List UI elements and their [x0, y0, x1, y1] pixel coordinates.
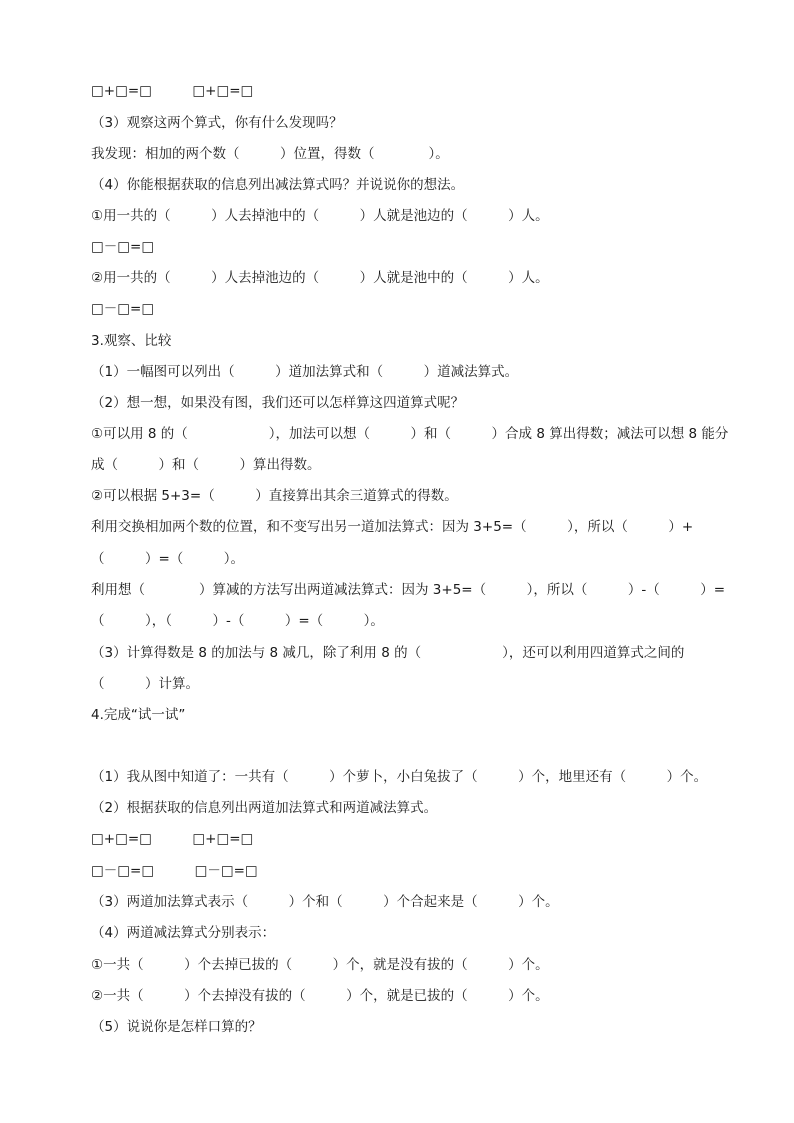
text-line: □－□=□: [91, 239, 155, 255]
text-line: ①用一共的（ ）人去掉池中的（ ）人就是池边的（ ）人。: [91, 208, 549, 224]
text-line: ②可以根据 5+3=（ ）直接算出其余三道算式的得数。: [91, 488, 458, 504]
text-line: （4）你能根据获取的信息列出减法算式吗？并说说你的想法。: [91, 177, 465, 193]
text-line: （3）计算得数是 8 的加法与 8 减几，除了利用 8 的（ ），还可以利用四道算式之间的: [91, 645, 685, 661]
text-line: ①可以用 8 的（ ），加法可以想（ ）和（ ）合成 8 算出得数；减法可以想 8 能分: [91, 426, 729, 442]
text-line: （2）根据获取的信息列出两道加法算式和两道减法算式。: [91, 800, 438, 816]
text-line: □－□=□ □－□=□: [91, 863, 258, 879]
text-line: （3）两道加法算式表示（ ）个和（ ）个合起来是（ ）个。: [91, 894, 559, 910]
text-line: （ ）计算。: [91, 676, 199, 692]
text-line: □+□=□ □+□=□: [91, 831, 254, 847]
text-line: （2）想一想，如果没有图，我们还可以怎样算这四道算式呢？: [91, 395, 465, 411]
text-line: ②用一共的（ ）人去掉池边的（ ）人就是池中的（ ）人。: [91, 270, 549, 286]
text-line: （3）观察这两个算式，你有什么发现吗？: [91, 115, 343, 131]
text-line: 利用交换相加两个数的位置，和不变写出另一道加法算式：因为 3+5=（ ），所以（ ）+: [91, 519, 694, 535]
text-line: （5）说说你是怎样口算的？: [91, 1019, 262, 1035]
text-line: □－□=□: [91, 301, 155, 317]
text-line: □+□=□ □+□=□: [91, 83, 254, 99]
text-line: （ ）=（ ）。: [91, 551, 245, 567]
text-line: （1）我从图中知道了：一共有（ ）个萝卜，小白兔拔了（ ）个，地里还有（ ）个。: [91, 769, 708, 785]
section-heading: 4.完成“试一试”: [91, 707, 186, 723]
text-line: （4）两道减法算式分别表示：: [91, 925, 276, 941]
text-line: 利用想（ ）算减的方法写出两道减法算式：因为 3+5=（ ），所以（ ）-（ ）=: [91, 582, 726, 598]
section-heading: 3.观察、比较: [91, 333, 172, 349]
text-line: 成（ ）和（ ）算出得数。: [91, 457, 321, 473]
text-line: ①一共（ ）个去掉已拔的（ ）个，就是没有拔的（ ）个。: [91, 957, 549, 973]
text-line: 我发现：相加的两个数（ ）位置，得数（ ）。: [91, 146, 449, 162]
text-line: ②一共（ ）个去掉没有拔的（ ）个，就是已拔的（ ）个。: [91, 988, 549, 1004]
text-line: （ ），（ ）-（ ）=（ ）。: [91, 613, 384, 629]
text-line: （1）一幅图可以列出（ ）道加法算式和（ ）道减法算式。: [91, 364, 519, 380]
